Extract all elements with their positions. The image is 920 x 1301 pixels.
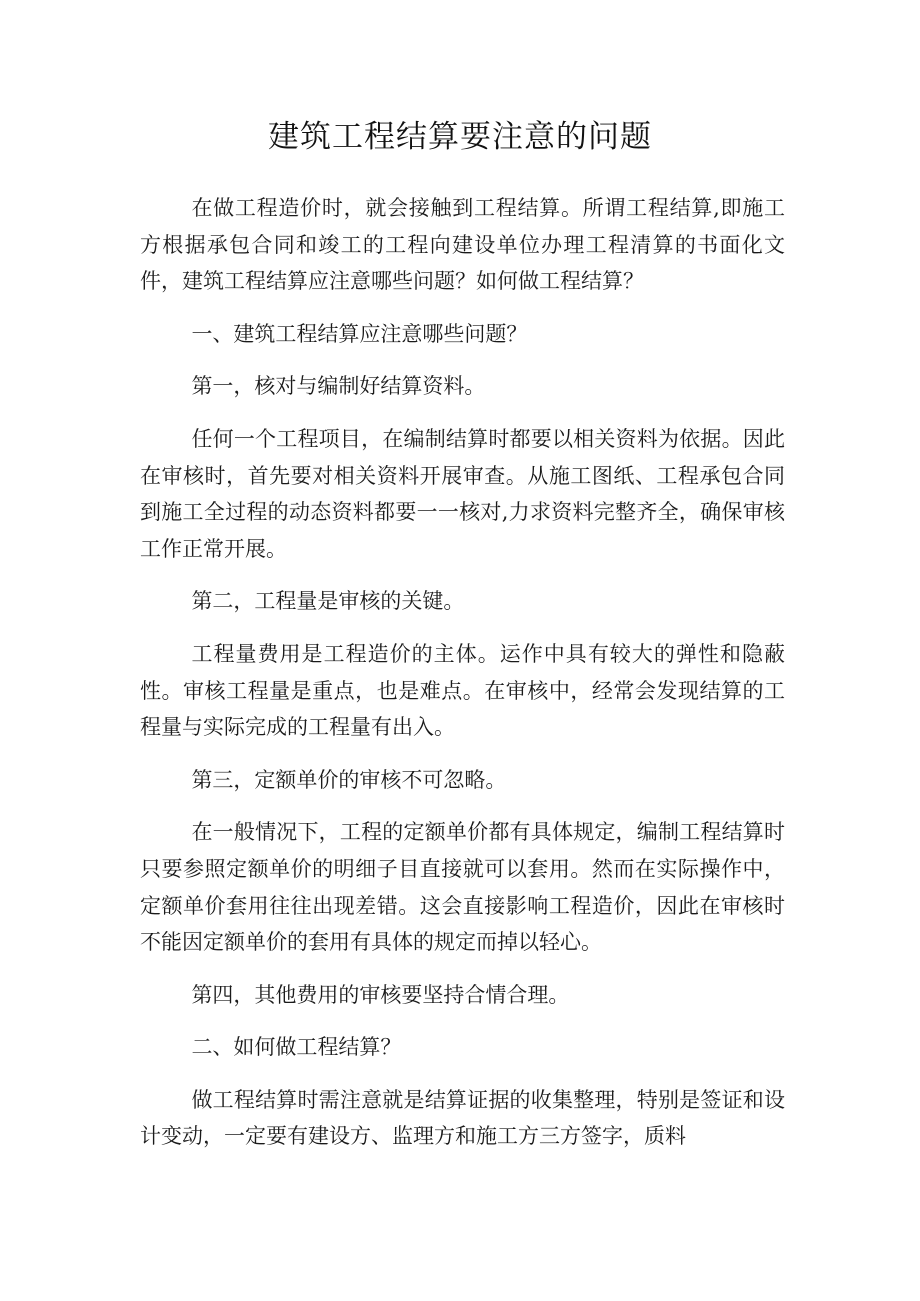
document-title: 建筑工程结算要注意的问题 bbox=[268, 119, 652, 155]
paragraph-section-two: 做工程结算时需注意就是结算证据的收集整理，特别是签证和设计变动，一定要有建设方、监理方和施工方三方签字，质料 bbox=[140, 1087, 785, 1149]
paragraph-point-two: 工程量费用是工程造价的主体。运作中具有较大的弹性和隐蔽性。审核工程量是重点，也是难点。在审核中，经常会发现结算的工程量与实际完成的工程量有出入。 bbox=[140, 641, 785, 740]
heading-point-two: 第二，工程量是审核的关键。 bbox=[191, 589, 465, 614]
paragraph-intro: 在做工程造价时，就会接触到工程结算。所谓工程结算,即施工方根据承包合同和竣工的工程向建设单位办理工程清算的书面化文件，建筑工程结算应注意哪些问题？如何做工程结算？ bbox=[140, 196, 785, 294]
heading-section-two: 二、如何做工程结算？ bbox=[191, 1035, 402, 1060]
heading-point-three: 第三，定额单价的审核不可忽略。 bbox=[191, 767, 507, 792]
document-body bbox=[140, 190, 785, 1155]
paragraph-point-three: 在一般情况下，工程的定额单价都有具体规定，编制工程结算时只要参照定额单价的明细子目直接就可以套用。然而在实际操作中，定额单价套用往往出现差错。这会直接影响工程造价，因此在审核时不能因定额单价的套用有具体的规定而掉以轻心。 bbox=[140, 820, 785, 955]
heading-section-one: 一、建筑工程结算应注意哪些问题？ bbox=[191, 321, 528, 346]
heading-point-one: 第一，核对与编制好结算资料。 bbox=[191, 374, 486, 399]
paragraph-point-one: 任何一个工程项目，在编制结算时都要以相关资料为依据。因此在审核时，首先要对相关资料开展审查。从施工图纸、工程承包合同到施工全过程的动态资料都要一一核对,力求资料完整齐全，确保审核工作正常开展。 bbox=[140, 426, 785, 561]
heading-point-four: 第四，其他费用的审核要坚持合情合理。 bbox=[191, 982, 570, 1007]
